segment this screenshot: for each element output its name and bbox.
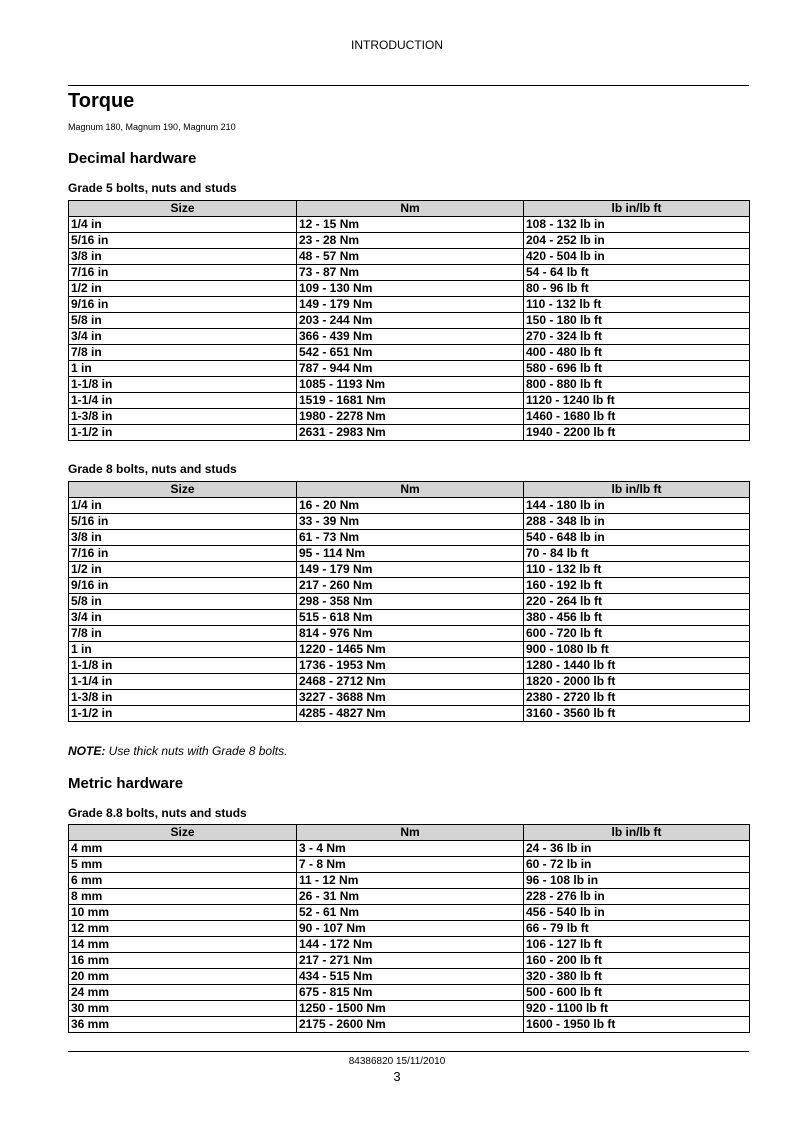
- size-cell: 1-1/8 in: [69, 377, 297, 393]
- table-row: [69, 841, 750, 857]
- table-row: [69, 674, 750, 690]
- header-divider: [68, 85, 749, 86]
- page-title: Torque: [68, 90, 135, 112]
- nm-cell: 1519 - 1681 Nm: [297, 393, 524, 409]
- size-cell: 36 mm: [69, 1017, 297, 1033]
- table-row: [69, 265, 750, 281]
- size-cell: 8 mm: [69, 889, 297, 905]
- nm-cell: 1250 - 1500 Nm: [297, 1001, 524, 1017]
- lb-cell: 1460 - 1680 lb ft: [524, 409, 750, 425]
- table-row: [69, 626, 750, 642]
- table-row: [69, 217, 750, 233]
- running-header: INTRODUCTION: [351, 38, 443, 52]
- table-row: [69, 953, 750, 969]
- table-row: [69, 937, 750, 953]
- table-row: [69, 969, 750, 985]
- lb-cell: 96 - 108 lb in: [524, 873, 750, 889]
- nm-cell: 23 - 28 Nm: [297, 233, 524, 249]
- lb-cell: 320 - 380 lb ft: [524, 969, 750, 985]
- size-cell: 1/4 in: [69, 217, 297, 233]
- table-row: [69, 329, 750, 345]
- size-cell: 9/16 in: [69, 297, 297, 313]
- table-row: [69, 857, 750, 873]
- lb-cell: 24 - 36 lb in: [524, 841, 750, 857]
- nm-cell: 2631 - 2983 Nm: [297, 425, 524, 441]
- column-header-nm: Nm: [297, 201, 524, 217]
- table-row: [69, 530, 750, 546]
- lb-cell: 380 - 456 lb ft: [524, 610, 750, 626]
- lb-cell: 540 - 648 lb in: [524, 530, 750, 546]
- size-cell: 1-3/8 in: [69, 409, 297, 425]
- table-row: [69, 690, 750, 706]
- nm-cell: 1736 - 1953 Nm: [297, 658, 524, 674]
- table-row: [69, 281, 750, 297]
- nm-cell: 1085 - 1193 Nm: [297, 377, 524, 393]
- nm-cell: 542 - 651 Nm: [297, 345, 524, 361]
- lb-cell: 1940 - 2200 lb ft: [524, 425, 750, 441]
- size-cell: 14 mm: [69, 937, 297, 953]
- nm-cell: 515 - 618 Nm: [297, 610, 524, 626]
- lb-cell: 110 - 132 lb ft: [524, 297, 750, 313]
- nm-cell: 1980 - 2278 Nm: [297, 409, 524, 425]
- lb-cell: 160 - 200 lb ft: [524, 953, 750, 969]
- size-cell: 5/8 in: [69, 313, 297, 329]
- column-header-nm: Nm: [297, 825, 524, 841]
- size-cell: 7/16 in: [69, 265, 297, 281]
- lb-cell: 80 - 96 lb ft: [524, 281, 750, 297]
- nm-cell: 149 - 179 Nm: [297, 297, 524, 313]
- lb-cell: 270 - 324 lb ft: [524, 329, 750, 345]
- table-row: [69, 706, 750, 722]
- note-text: Use thick nuts with Grade 8 bolts.: [105, 744, 288, 758]
- torque-table-grade5: [68, 200, 750, 441]
- size-cell: 7/8 in: [69, 345, 297, 361]
- lb-cell: 106 - 127 lb ft: [524, 937, 750, 953]
- nm-cell: 11 - 12 Nm: [297, 873, 524, 889]
- nm-cell: 3227 - 3688 Nm: [297, 690, 524, 706]
- table-row: [69, 345, 750, 361]
- size-cell: 6 mm: [69, 873, 297, 889]
- lb-cell: 400 - 480 lb ft: [524, 345, 750, 361]
- nm-cell: 1220 - 1465 Nm: [297, 642, 524, 658]
- nm-cell: 7 - 8 Nm: [297, 857, 524, 873]
- nm-cell: 95 - 114 Nm: [297, 546, 524, 562]
- nm-cell: 217 - 271 Nm: [297, 953, 524, 969]
- nm-cell: 61 - 73 Nm: [297, 530, 524, 546]
- section-heading-decimal: Decimal hardware: [68, 150, 197, 167]
- nm-cell: 73 - 87 Nm: [297, 265, 524, 281]
- table-row: [69, 1001, 750, 1017]
- size-cell: 1-1/4 in: [69, 674, 297, 690]
- size-cell: 9/16 in: [69, 578, 297, 594]
- table-row: [69, 642, 750, 658]
- table-row: [69, 297, 750, 313]
- size-cell: 10 mm: [69, 905, 297, 921]
- lb-cell: 288 - 348 lb in: [524, 514, 750, 530]
- lb-cell: 160 - 192 lb ft: [524, 578, 750, 594]
- table-row: [69, 658, 750, 674]
- size-cell: 3/4 in: [69, 610, 297, 626]
- table-row: [69, 578, 750, 594]
- nm-cell: 675 - 815 Nm: [297, 985, 524, 1001]
- column-header-nm: Nm: [297, 482, 524, 498]
- lb-cell: 1600 - 1950 lb ft: [524, 1017, 750, 1033]
- size-cell: 5/8 in: [69, 594, 297, 610]
- table-caption-grade88: Grade 8.8 bolts, nuts and studs: [68, 806, 247, 820]
- table-row: [69, 425, 750, 441]
- footer-divider: [68, 1051, 749, 1052]
- table-row: [69, 905, 750, 921]
- size-cell: 7/16 in: [69, 546, 297, 562]
- torque-table-grade88: [68, 824, 750, 1033]
- nm-cell: 4285 - 4827 Nm: [297, 706, 524, 722]
- table-row: [69, 985, 750, 1001]
- nm-cell: 203 - 244 Nm: [297, 313, 524, 329]
- nm-cell: 48 - 57 Nm: [297, 249, 524, 265]
- nm-cell: 2468 - 2712 Nm: [297, 674, 524, 690]
- lb-cell: 2380 - 2720 lb ft: [524, 690, 750, 706]
- lb-cell: 70 - 84 lb ft: [524, 546, 750, 562]
- nm-cell: 814 - 976 Nm: [297, 626, 524, 642]
- size-cell: 20 mm: [69, 969, 297, 985]
- nm-cell: 144 - 172 Nm: [297, 937, 524, 953]
- size-cell: 24 mm: [69, 985, 297, 1001]
- column-header-size: Size: [69, 201, 297, 217]
- size-cell: 4 mm: [69, 841, 297, 857]
- lb-cell: 920 - 1100 lb ft: [524, 1001, 750, 1017]
- lb-cell: 3160 - 3560 lb ft: [524, 706, 750, 722]
- size-cell: 3/8 in: [69, 249, 297, 265]
- lb-cell: 420 - 504 lb in: [524, 249, 750, 265]
- note: [68, 744, 287, 758]
- table-row: [69, 610, 750, 626]
- table-row: [69, 873, 750, 889]
- table-row: [69, 546, 750, 562]
- lb-cell: 600 - 720 lb ft: [524, 626, 750, 642]
- size-cell: 5/16 in: [69, 233, 297, 249]
- nm-cell: 217 - 260 Nm: [297, 578, 524, 594]
- torque-table-grade8: [68, 481, 750, 722]
- table-row: [69, 313, 750, 329]
- table-row: [69, 498, 750, 514]
- size-cell: 1-1/2 in: [69, 706, 297, 722]
- page-number: 3: [393, 1069, 401, 1084]
- nm-cell: 366 - 439 Nm: [297, 329, 524, 345]
- table-header-row: [69, 201, 750, 217]
- size-cell: 5 mm: [69, 857, 297, 873]
- size-cell: 1-1/8 in: [69, 658, 297, 674]
- size-cell: 1-1/2 in: [69, 425, 297, 441]
- lb-cell: 500 - 600 lb ft: [524, 985, 750, 1001]
- nm-cell: 16 - 20 Nm: [297, 498, 524, 514]
- lb-cell: 204 - 252 lb in: [524, 233, 750, 249]
- nm-cell: 109 - 130 Nm: [297, 281, 524, 297]
- table-row: [69, 594, 750, 610]
- size-cell: 7/8 in: [69, 626, 297, 642]
- nm-cell: 149 - 179 Nm: [297, 562, 524, 578]
- lb-cell: 580 - 696 lb ft: [524, 361, 750, 377]
- size-cell: 16 mm: [69, 953, 297, 969]
- size-cell: 1-3/8 in: [69, 690, 297, 706]
- lb-cell: 1820 - 2000 lb ft: [524, 674, 750, 690]
- size-cell: 3/8 in: [69, 530, 297, 546]
- lb-cell: 456 - 540 lb in: [524, 905, 750, 921]
- column-header-size: Size: [69, 482, 297, 498]
- size-cell: 3/4 in: [69, 329, 297, 345]
- nm-cell: 33 - 39 Nm: [297, 514, 524, 530]
- lb-cell: 1280 - 1440 lb ft: [524, 658, 750, 674]
- nm-cell: 26 - 31 Nm: [297, 889, 524, 905]
- table-row: [69, 249, 750, 265]
- table-row: [69, 361, 750, 377]
- size-cell: 1/4 in: [69, 498, 297, 514]
- lb-cell: 60 - 72 lb in: [524, 857, 750, 873]
- column-header-lb: lb in/lb ft: [524, 825, 750, 841]
- table-row: [69, 409, 750, 425]
- lb-cell: 228 - 276 lb in: [524, 889, 750, 905]
- table-header-row: [69, 825, 750, 841]
- table-row: [69, 233, 750, 249]
- lb-cell: 54 - 64 lb ft: [524, 265, 750, 281]
- size-cell: 1/2 in: [69, 562, 297, 578]
- note-label: NOTE:: [68, 744, 106, 758]
- model-applicability: Magnum 180, Magnum 190, Magnum 210: [68, 122, 236, 132]
- table-header-row: [69, 482, 750, 498]
- nm-cell: 434 - 515 Nm: [297, 969, 524, 985]
- nm-cell: 298 - 358 Nm: [297, 594, 524, 610]
- document-reference: 84386820 15/11/2010: [348, 1056, 446, 1067]
- lb-cell: 800 - 880 lb ft: [524, 377, 750, 393]
- table-row: [69, 377, 750, 393]
- section-heading-metric: Metric hardware: [68, 775, 184, 792]
- lb-cell: 108 - 132 lb in: [524, 217, 750, 233]
- lb-cell: 66 - 79 lb ft: [524, 921, 750, 937]
- size-cell: 1 in: [69, 361, 297, 377]
- nm-cell: 52 - 61 Nm: [297, 905, 524, 921]
- nm-cell: 2175 - 2600 Nm: [297, 1017, 524, 1033]
- nm-cell: 12 - 15 Nm: [297, 217, 524, 233]
- table-caption-grade8: Grade 8 bolts, nuts and studs: [68, 462, 237, 476]
- lb-cell: 144 - 180 lb in: [524, 498, 750, 514]
- size-cell: 1/2 in: [69, 281, 297, 297]
- table-row: [69, 1017, 750, 1033]
- table-row: [69, 889, 750, 905]
- table-row: [69, 562, 750, 578]
- lb-cell: 220 - 264 lb ft: [524, 594, 750, 610]
- nm-cell: 90 - 107 Nm: [297, 921, 524, 937]
- nm-cell: 787 - 944 Nm: [297, 361, 524, 377]
- table-caption-grade5: Grade 5 bolts, nuts and studs: [68, 181, 237, 195]
- size-cell: 5/16 in: [69, 514, 297, 530]
- nm-cell: 3 - 4 Nm: [297, 841, 524, 857]
- size-cell: 1-1/4 in: [69, 393, 297, 409]
- lb-cell: 150 - 180 lb ft: [524, 313, 750, 329]
- column-header-size: Size: [69, 825, 297, 841]
- size-cell: 1 in: [69, 642, 297, 658]
- table-row: [69, 514, 750, 530]
- column-header-lb: lb in/lb ft: [524, 482, 750, 498]
- size-cell: 12 mm: [69, 921, 297, 937]
- lb-cell: 110 - 132 lb ft: [524, 562, 750, 578]
- size-cell: 30 mm: [69, 1001, 297, 1017]
- table-row: [69, 393, 750, 409]
- lb-cell: 1120 - 1240 lb ft: [524, 393, 750, 409]
- column-header-lb: lb in/lb ft: [524, 201, 750, 217]
- lb-cell: 900 - 1080 lb ft: [524, 642, 750, 658]
- table-row: [69, 921, 750, 937]
